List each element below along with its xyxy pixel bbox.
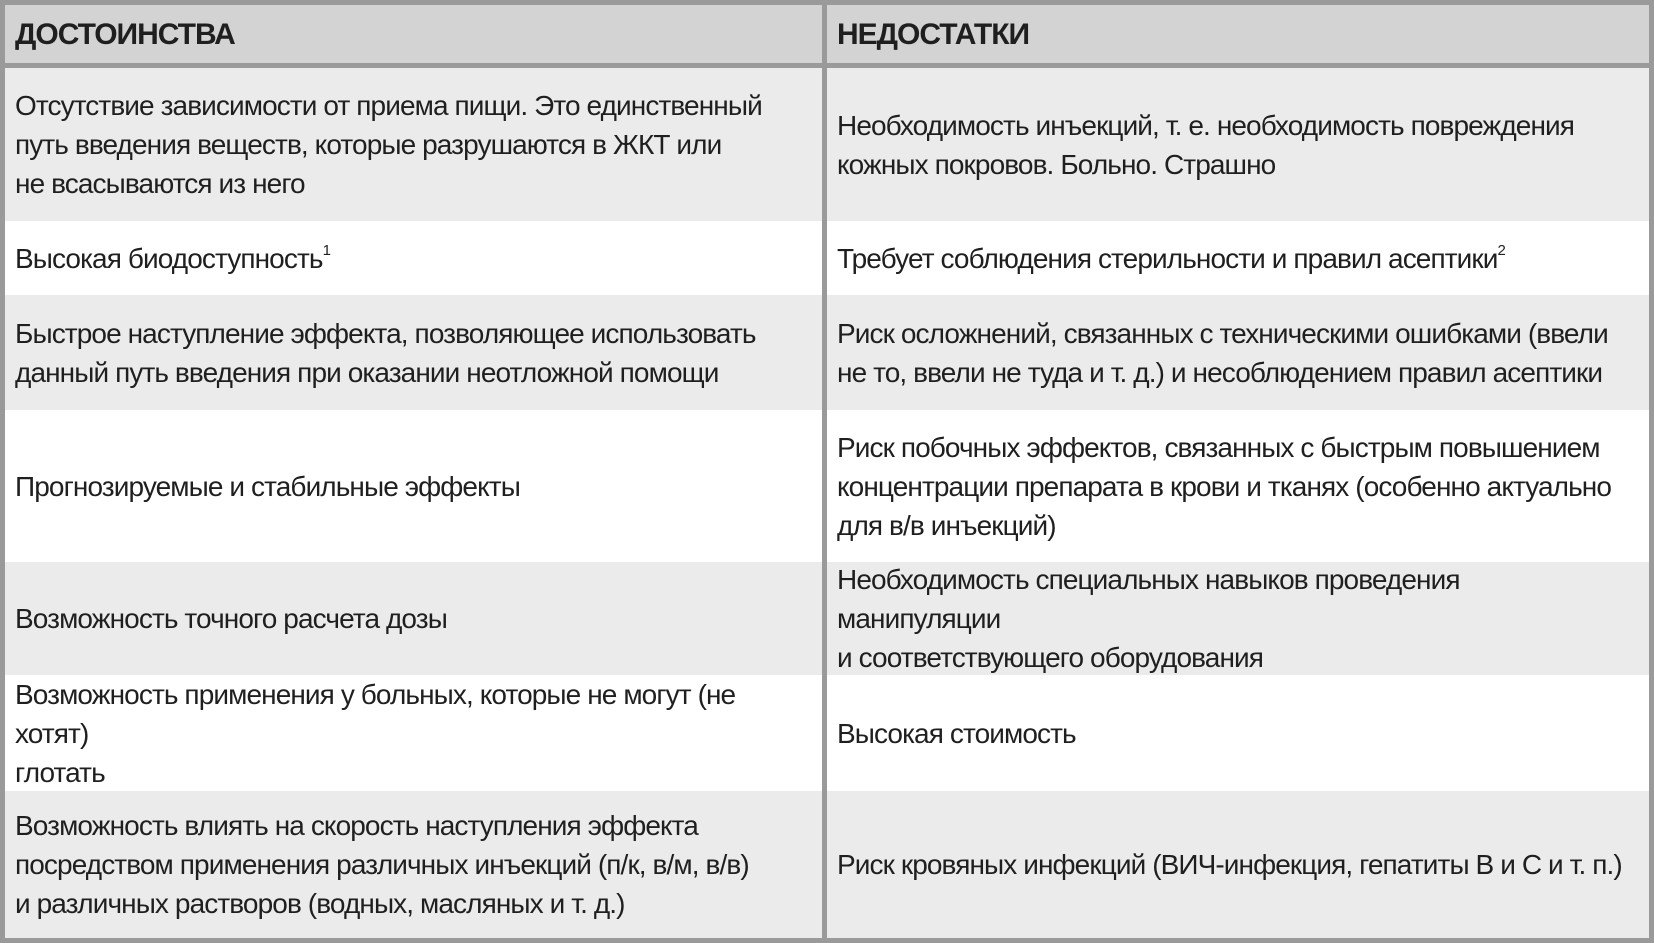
table-cell-advantage bbox=[5, 221, 827, 295]
column-header-advantages: ДОСТОИНСТВА bbox=[5, 5, 827, 68]
table-cell-disadvantage: Необходимость специальных навыков проведения манипуляции и соответствующего оборудования bbox=[827, 562, 1649, 675]
table-cell-disadvantage: Высокая стоимость bbox=[827, 675, 1649, 791]
table-cell-disadvantage: Риск кровяных инфекций (ВИЧ-инфекция, гепатиты В и С и т. п.) bbox=[827, 791, 1649, 938]
table-cell-advantage: Возможность точного расчета дозы bbox=[5, 562, 827, 675]
footnote-marker: 2 bbox=[1497, 242, 1505, 260]
table-cell-advantage: Отсутствие зависимости от приема пищи. Это единственный путь введения веществ, которые разрушаются в ЖКТ или не всасываются из него bbox=[5, 68, 827, 221]
table-cell-disadvantage bbox=[827, 221, 1649, 295]
table-cell-advantage: Быстрое наступление эффекта, позволяющее использовать данный путь введения при оказании неотложной помощи bbox=[5, 295, 827, 410]
table-cell-disadvantage: Риск побочных эффектов, связанных с быстрым повышением концентрации препарата в крови и тканях (особенно актуально для в/в инъекций) bbox=[827, 410, 1649, 562]
cell-text: Высокая биодоступность bbox=[15, 242, 323, 274]
cell-text: Требует соблюдения стерильности и правил асептики bbox=[837, 242, 1498, 274]
table-cell-advantage: Возможность применения у больных, которые не могут (не хотят) глотать bbox=[5, 675, 827, 791]
footnote-marker: 1 bbox=[322, 242, 331, 260]
table-cell-advantage: Возможность влиять на скорость наступления эффекта посредством применения различных инъекций (п/к, в/м, в/в) и различных растворов (водных, масляных и т. д.) bbox=[5, 791, 827, 938]
table-cell-disadvantage: Риск осложнений, связанных с техническими ошибками (ввели не то, ввели не туда и т. д.) и несоблюдением правил асептики bbox=[827, 295, 1649, 410]
column-header-disadvantages: НЕДОСТАТКИ bbox=[827, 5, 1649, 68]
table-cell-disadvantage: Необходимость инъекций, т. е. необходимость повреждения кожных покровов. Больно. Страшно bbox=[827, 68, 1649, 221]
table-cell-advantage: Прогнозируемые и стабильные эффекты bbox=[5, 410, 827, 562]
